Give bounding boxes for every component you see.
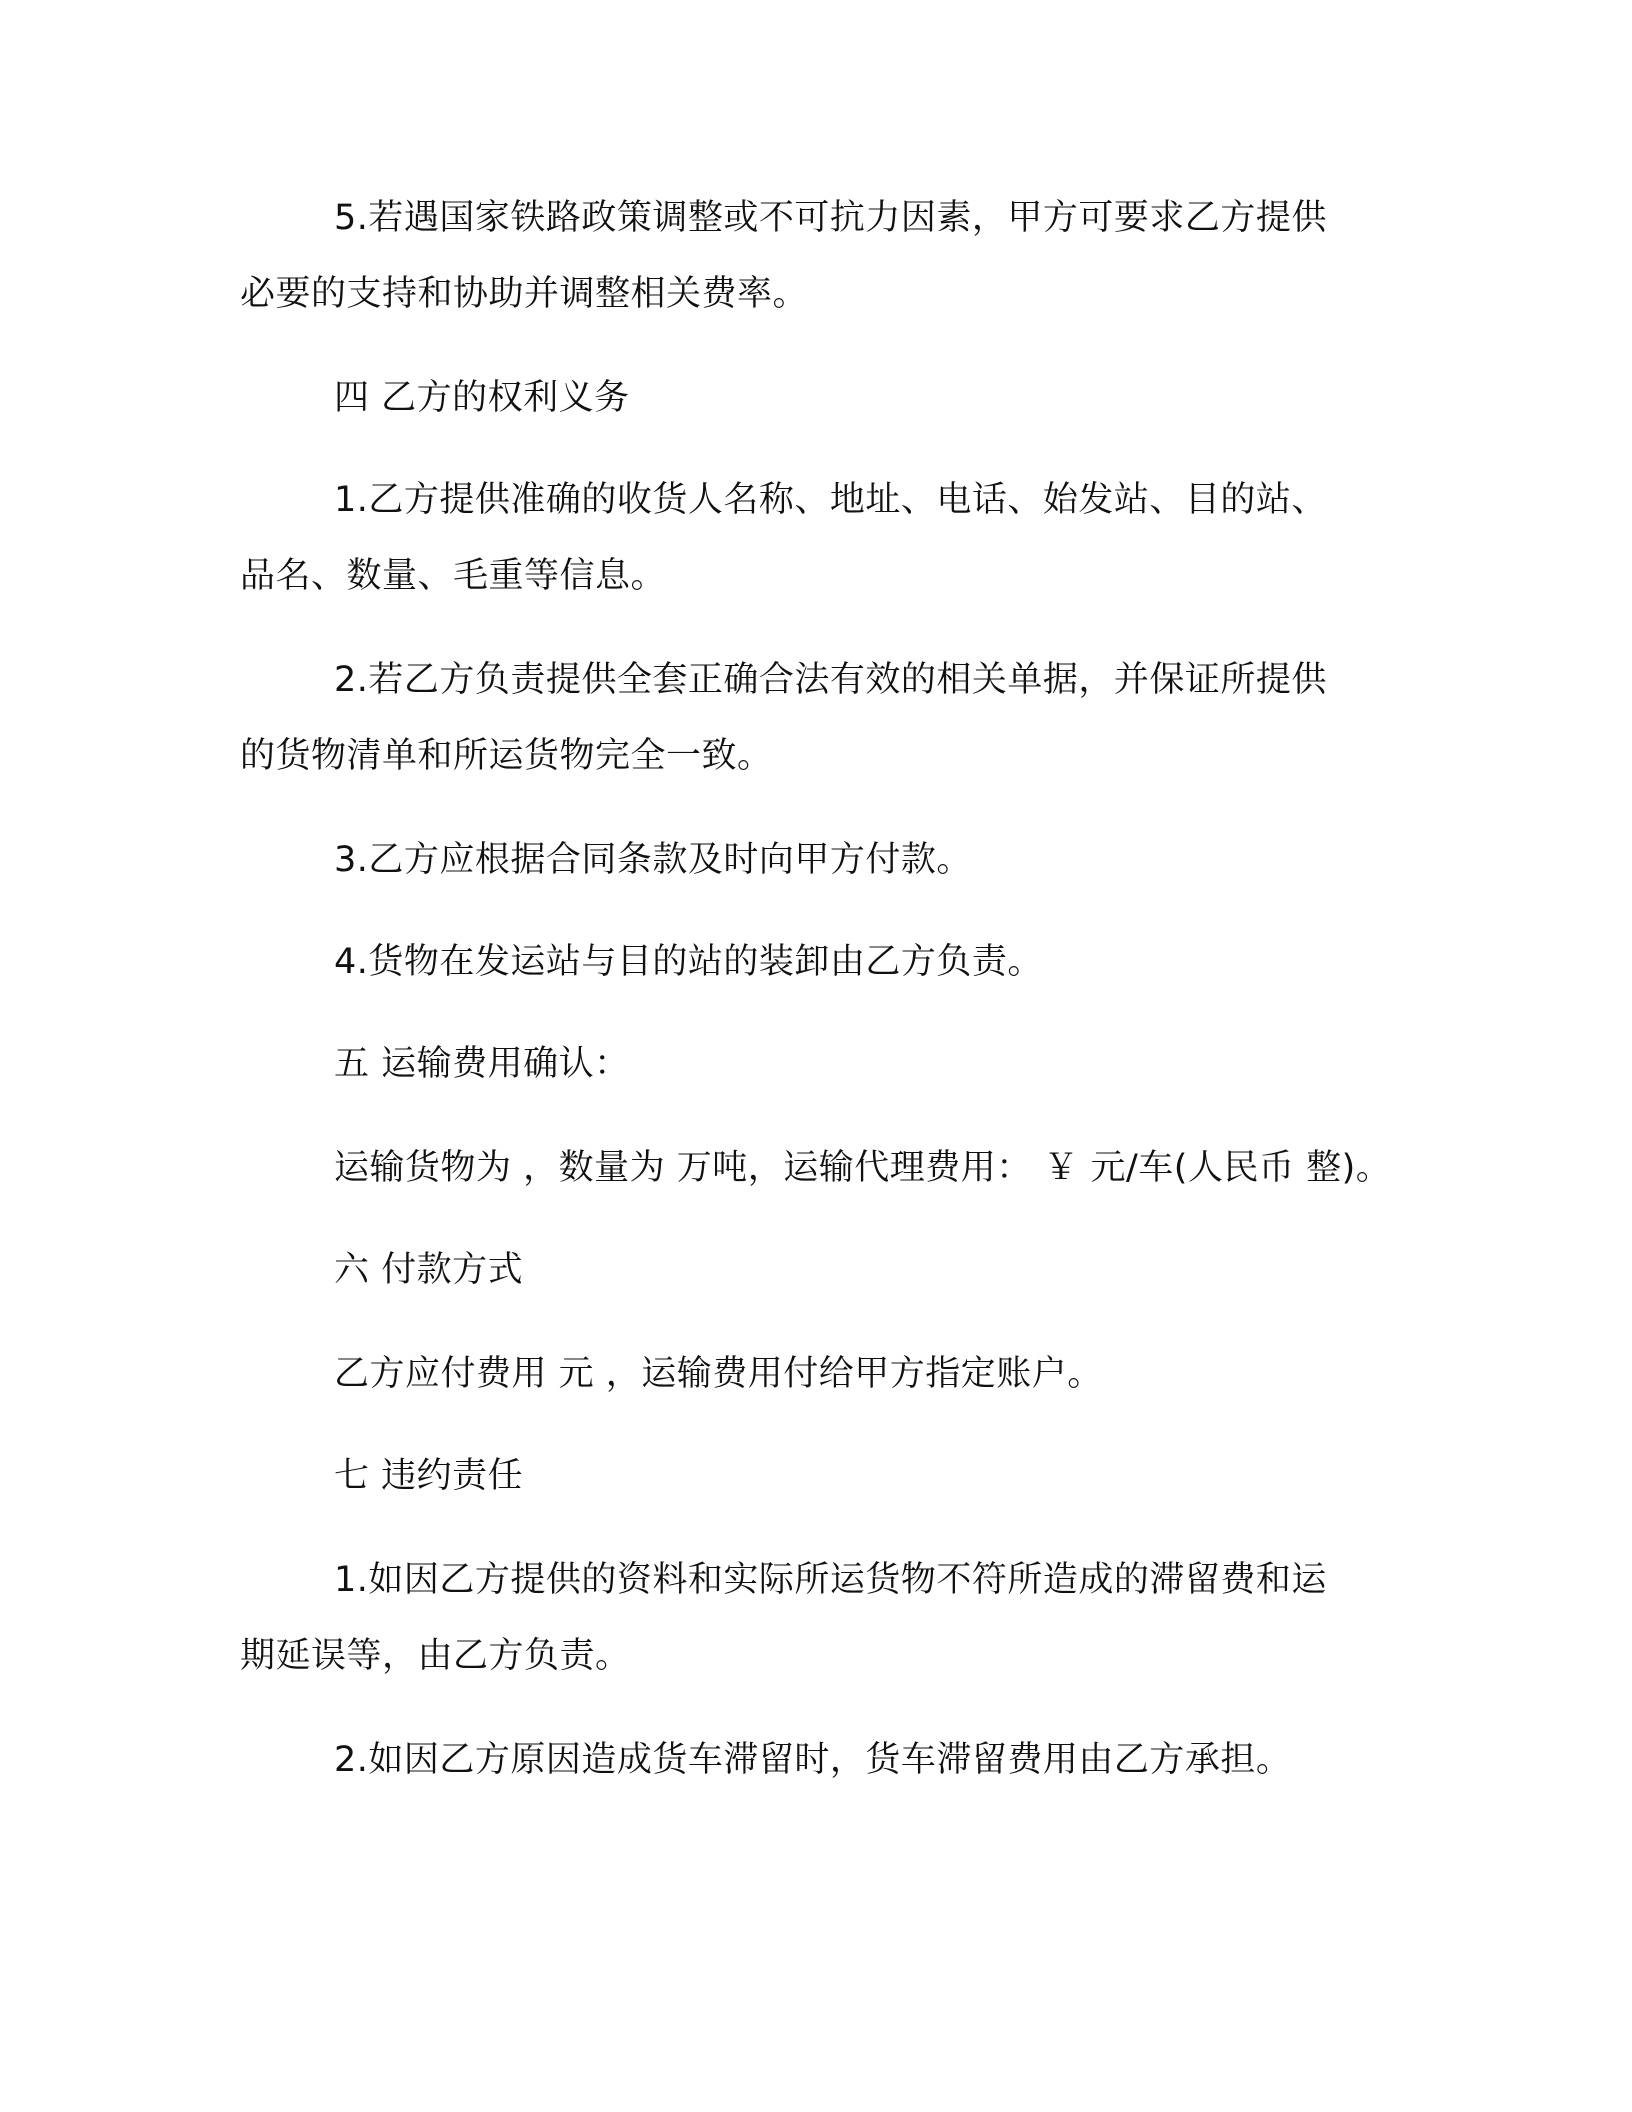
clause-4-3: 3.乙方应根据合同条款及时向甲方付款。 [334, 840, 972, 880]
clause-7-1-line-2: 期延误等，由乙方负责。 [240, 1636, 631, 1676]
clause-4-1-line-2: 品名、数量、毛重等信息。 [240, 556, 667, 596]
clause-4-1-line-1: 1.乙方提供准确的收货人名称、地址、电话、始发站、目的站、 [334, 480, 1327, 520]
payment-statement: 乙方应付费用 元 ，运输费用付给甲方指定账户。 [334, 1354, 1103, 1394]
section-heading-7: 七 违约责任 [334, 1456, 524, 1496]
clause-3-5-line-2: 必要的支持和协助并调整相关费率。 [240, 274, 809, 314]
section-heading-5: 五 运输费用确认： [334, 1044, 630, 1084]
clause-4-2-line-2: 的货物清单和所运货物完全一致。 [240, 736, 773, 776]
section-heading-4: 四 乙方的权利义务 [334, 378, 630, 418]
section-heading-6: 六 付款方式 [334, 1250, 524, 1290]
freight-cost-statement: 运输货物为 ，数量为 万吨，运输代理费用： ￥ 元/车(人民币 整)。 [334, 1148, 1392, 1188]
clause-4-4: 4.货物在发运站与目的站的装卸由乙方负责。 [334, 942, 1043, 982]
clause-4-2-line-1: 2.若乙方负责提供全套正确合法有效的相关单据，并保证所提供 [334, 660, 1327, 700]
clause-7-2: 2.如因乙方原因造成货车滞留时，货车滞留费用由乙方承担。 [334, 1740, 1292, 1780]
clause-7-1-line-1: 1.如因乙方提供的资料和实际所运货物不符所造成的滞留费和运 [334, 1560, 1327, 1600]
clause-3-5-line-1: 5.若遇国家铁路政策调整或不可抗力因素，甲方可要求乙方提供 [334, 198, 1327, 238]
